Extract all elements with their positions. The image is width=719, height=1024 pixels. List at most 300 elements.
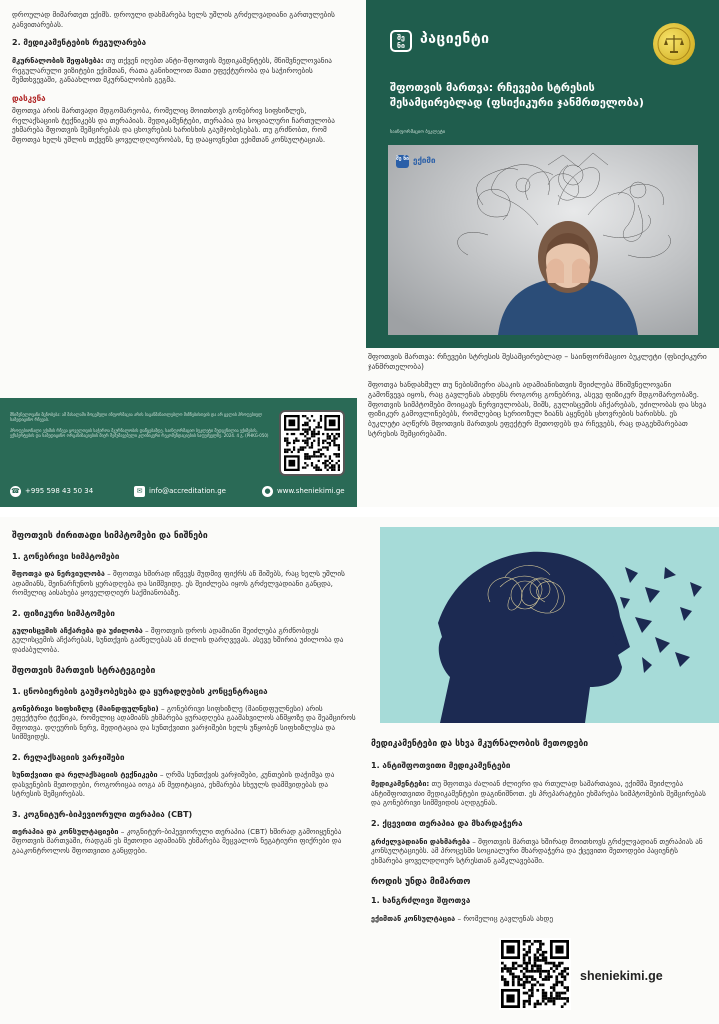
qr-module xyxy=(555,992,558,995)
qr-module xyxy=(550,1000,553,1003)
qr-module xyxy=(329,444,331,446)
qr-module xyxy=(531,994,534,997)
qr-module xyxy=(327,446,329,448)
qr-module xyxy=(539,975,542,978)
qr-module xyxy=(504,981,507,984)
qr-module xyxy=(512,984,515,987)
qr-module xyxy=(506,984,509,987)
accreditation-seal-icon xyxy=(653,23,695,65)
qr-module xyxy=(506,945,514,953)
qr-module xyxy=(547,997,550,1000)
qr-module xyxy=(315,451,317,453)
qr-module xyxy=(531,967,534,970)
qr-module xyxy=(512,975,515,978)
qr-module xyxy=(553,986,556,989)
qr-module xyxy=(318,467,320,469)
qr-module xyxy=(306,433,308,435)
qr-module xyxy=(536,948,539,951)
qr-module xyxy=(302,440,304,442)
qr-module xyxy=(558,964,561,967)
qr-module xyxy=(525,975,528,978)
qr-module xyxy=(547,962,550,965)
qr-module xyxy=(329,458,331,460)
qr-module xyxy=(539,967,542,970)
qr-module xyxy=(534,954,537,957)
qr-module xyxy=(311,431,313,433)
mindfulness-term: გონებრივი სიფხიზლე (მაინდფულნესი) xyxy=(12,703,159,713)
qr-module xyxy=(284,449,286,451)
heading-strategies: შფოთვის მართვის სტრატეგიები xyxy=(12,665,156,676)
qr-module xyxy=(331,464,333,466)
qr-module xyxy=(558,997,561,1000)
qr-module xyxy=(331,440,333,442)
qr-module xyxy=(306,458,308,460)
qr-module xyxy=(311,433,313,435)
qr-module xyxy=(553,984,556,987)
qr-module xyxy=(302,424,304,426)
qr-module xyxy=(536,959,539,962)
qr-code-icon xyxy=(284,415,340,471)
qr-module xyxy=(333,440,335,442)
qr-module xyxy=(329,442,331,444)
treatment-evaluation-term: მკურნალობის შეფასება: xyxy=(12,56,104,66)
qr-module xyxy=(297,440,299,442)
scales-icon xyxy=(653,23,695,65)
qr-module xyxy=(338,433,340,435)
qr-module xyxy=(528,948,531,951)
qr-module xyxy=(338,453,340,455)
qr-module xyxy=(536,956,539,959)
qr-module xyxy=(564,970,567,973)
qr-module xyxy=(561,975,564,978)
qr-module xyxy=(338,469,340,471)
heading-medications-methods: მედიკამენტები და სხვა მკურნალობის მეთოდები xyxy=(371,739,589,749)
heading-antianxiety: 1. ანტიშფოთვითი მედიკამენტები xyxy=(371,761,511,770)
qr-module xyxy=(320,453,322,455)
qr-module xyxy=(293,446,295,448)
qr-module xyxy=(320,419,322,421)
qr-module xyxy=(528,962,531,965)
heading-cbt: 3. კოგნიტურ-ბიჰევიორული თერაპია (CBT) xyxy=(12,809,193,819)
qr-module xyxy=(534,956,537,959)
qr-module xyxy=(542,959,545,962)
qr-module xyxy=(318,431,320,433)
qr-module xyxy=(329,435,331,437)
qr-module xyxy=(550,992,553,995)
qr-module xyxy=(302,446,304,448)
qr-module xyxy=(536,964,539,967)
qr-module xyxy=(523,959,526,962)
qr-module xyxy=(523,986,526,989)
brochure-page-inside xyxy=(0,517,719,1024)
qr-module xyxy=(501,970,504,973)
heading-mental-symptoms: 1. გონებრივი სიმპტომები xyxy=(12,552,120,561)
qr-module xyxy=(338,455,340,457)
qr-module xyxy=(558,962,561,965)
qr-module xyxy=(333,442,335,444)
qr-module xyxy=(523,981,526,984)
relaxation-term: სუნთქვითი და რელაქსაციის ტექნიკები xyxy=(12,769,158,779)
qr-module xyxy=(324,440,326,442)
consultation-paragraph xyxy=(371,914,711,924)
qr-module xyxy=(542,989,545,992)
qr-module xyxy=(322,442,324,444)
qr-module xyxy=(318,433,320,435)
qr-code-large[interactable] xyxy=(499,938,571,1010)
qr-module xyxy=(309,437,311,439)
qr-module xyxy=(284,440,286,442)
qr-module xyxy=(336,455,338,457)
qr-module xyxy=(322,453,324,455)
qr-module xyxy=(313,451,315,453)
qr-module xyxy=(295,437,297,439)
qr-module xyxy=(293,433,295,435)
mindfulness-paragraph xyxy=(12,704,357,742)
qr-module xyxy=(525,940,528,943)
qr-module xyxy=(295,440,297,442)
heartbeat-text: – შფოთვის დროს ადამიანი შეიძლება გრძნობდეს გულისცემის აჩქარებას, სუნთქვის გაძნელებას ან ძილის დარღვევას. ასევე ხშირია უძილობა და დაძაბულობა. xyxy=(12,625,344,654)
longterm-help-paragraph xyxy=(371,837,711,866)
qr-module xyxy=(304,440,306,442)
qr-module xyxy=(512,967,515,970)
qr-module xyxy=(531,992,534,995)
qr-module xyxy=(501,962,504,965)
qr-module xyxy=(515,967,518,970)
qr-module xyxy=(306,431,308,433)
qr-module xyxy=(320,455,322,457)
qr-module xyxy=(534,1003,537,1006)
qr-module xyxy=(553,997,556,1000)
qr-module xyxy=(327,460,329,462)
qr-module xyxy=(501,978,504,981)
qr-module xyxy=(531,978,534,981)
qr-module xyxy=(324,455,326,457)
cover-subtitle: საინფორმაციო ბუკლეტი xyxy=(390,130,446,135)
qr-module xyxy=(286,440,288,442)
qr-module xyxy=(523,975,526,978)
qr-module xyxy=(333,453,335,455)
qr-module xyxy=(555,994,558,997)
qr-module xyxy=(545,975,548,978)
qr-module xyxy=(512,962,515,965)
qr-module xyxy=(555,964,558,967)
qr-module xyxy=(304,467,306,469)
heading-physical-symptoms: 2. ფიზიკური სიმპტომები xyxy=(12,608,115,618)
qr-module xyxy=(311,455,313,457)
qr-module xyxy=(302,433,304,435)
qr-module xyxy=(534,970,537,973)
qr-module xyxy=(318,449,320,451)
qr-module xyxy=(561,992,564,995)
qr-module xyxy=(520,970,523,973)
disclaimer-line-1: მნიშვნელოვანი მცნობება: ამ მასალაში მოცემული ინფორმაცია არის საგანმანათლებლო მიზნებისთვის და არ ცვლის პროფესიულ სამედიცინო რჩევას. xyxy=(10,412,263,423)
mindfulness-text: – გონებრივი სიფხიზლე (მაინდფულნესი) არის ეფექტური ტექნიკა, რომელიც ადამიანს ეხმარება ყურადღება გაამახვილოს აწმყოზე და შეამციროს შფოთვა. დღეურის ნერვ, მედიტაცია და სუნთქვითი ვარჯიშები ხელს უწყობენ სიფხიზლესა და სიმშვიდეს. xyxy=(12,703,356,742)
qr-module xyxy=(550,962,553,965)
medications-text: თუ შფოთვა ძალიან ძლიერი და რთულად სამართავია, ექიმმა შეიძლება ანტიშფოთვითი მედიკამენტები დაგინიშნოთ. ეს პრეპარატები ეხმარება სიმპტომების შემცირებას და გონებრივი სიმშვიდის აღდგენას. xyxy=(371,779,706,808)
heartbeat-term: გულისცემის აჩქარება და უძილობა xyxy=(12,625,143,635)
qr-module xyxy=(293,449,295,451)
qr-module xyxy=(311,415,313,417)
qr-module xyxy=(534,1005,537,1008)
qr-module xyxy=(534,984,537,987)
qr-module xyxy=(297,449,299,451)
intro-paragraph: დროულად მიმართეთ ექიმს. დროული დახმარება ხელს უშლის გრძელვადიანი გართულების განვითარებას. xyxy=(12,10,335,29)
qr-module xyxy=(306,428,308,430)
qr-module xyxy=(566,989,569,992)
qr-module xyxy=(547,970,550,973)
qr-module xyxy=(338,464,340,466)
qr-module xyxy=(536,940,539,943)
qr-module xyxy=(558,994,561,997)
qr-module xyxy=(512,981,515,984)
qr-module xyxy=(333,467,335,469)
qr-module xyxy=(566,1000,569,1003)
qr-module xyxy=(534,940,537,943)
qr-module xyxy=(284,451,286,453)
qr-module xyxy=(318,469,320,471)
qr-module xyxy=(512,964,515,967)
cover-caption: შფოთვის მართვა: რჩევები სტრესის შესამცირებლად – საინფორმაციო ბუკლეტი (ფსიქიკური ჯანმრთელობა) xyxy=(368,352,707,371)
qr-module xyxy=(320,426,322,428)
qr-module xyxy=(545,956,548,959)
anxiety-term: შფოთვა და ნერვიულობა xyxy=(12,569,105,578)
qr-module xyxy=(561,973,564,976)
qr-module xyxy=(324,464,326,466)
qr-module xyxy=(506,994,514,1002)
front-cover xyxy=(366,0,719,348)
qr-module xyxy=(313,433,315,435)
qr-module xyxy=(523,1003,526,1006)
qr-module xyxy=(313,428,315,430)
qr-module xyxy=(555,967,558,970)
qr-module xyxy=(304,422,306,424)
qr-module xyxy=(306,442,308,444)
qr-module xyxy=(501,975,504,978)
qr-module xyxy=(329,467,331,469)
qr-module xyxy=(304,431,306,433)
qr-module xyxy=(315,469,317,471)
disclaimer xyxy=(10,412,272,439)
qr-module xyxy=(528,956,531,959)
qr-module xyxy=(558,973,561,976)
qr-module xyxy=(318,455,320,457)
relaxation-paragraph xyxy=(12,770,357,799)
qr-module xyxy=(525,1000,528,1003)
qr-module xyxy=(512,973,515,976)
cbt-text: – კოგნიტურ-ბიჰევიორული თერაპია (CBT) ხშირად გამოიყენება შფოთვის მართვაში, რადგან ეს მეთოდი ადამიანს ეხმარება შეცვალოს ნეგატიური ფიქრები და გააკონტროლოს შფოთვითი განცდები. xyxy=(12,826,342,855)
qr-module xyxy=(525,970,528,973)
qr-module xyxy=(318,460,320,462)
qr-module xyxy=(293,442,295,444)
qr-module xyxy=(311,464,313,466)
qr-module xyxy=(531,970,534,973)
qr-module xyxy=(311,462,313,464)
qr-module xyxy=(555,975,558,978)
qr-module xyxy=(550,986,553,989)
qr-module xyxy=(286,451,288,453)
phone-icon: ☎ xyxy=(11,486,20,495)
qr-module xyxy=(306,417,308,419)
relaxation-text: – ღრმა სუნთქვის ვარჯიშები, კუნთების დაჭიმვა და დასვენების მეთოდები, როგორიცაა იოგა ან მედიტაცია, ეხმარება სხეულს დამშვიდებას და სტრესის შემცირებას. xyxy=(12,769,335,799)
page2-right-column xyxy=(371,739,711,934)
qr-module xyxy=(313,435,315,437)
qr-module xyxy=(306,422,308,424)
qr-module xyxy=(525,962,528,965)
qr-module xyxy=(504,967,507,970)
qr-module xyxy=(528,997,531,1000)
qr-module xyxy=(320,415,322,417)
qr-module xyxy=(309,426,311,428)
qr-module xyxy=(534,978,537,981)
qr-module xyxy=(523,1005,526,1008)
qr-module xyxy=(300,446,302,448)
qr-module xyxy=(306,455,308,457)
qr-module xyxy=(531,989,534,992)
qr-module xyxy=(528,975,531,978)
qr-module xyxy=(539,954,542,957)
qr-module xyxy=(329,455,331,457)
qr-module xyxy=(327,433,329,435)
qr-module xyxy=(506,967,509,970)
head-silhouette-image xyxy=(380,527,719,723)
qr-module xyxy=(293,440,295,442)
qr-module xyxy=(313,467,315,469)
qr-module xyxy=(302,449,304,451)
qr-module xyxy=(523,948,526,951)
website-contact[interactable] xyxy=(262,484,345,498)
qr-module xyxy=(306,437,308,439)
qr-module xyxy=(311,435,313,437)
qr-module xyxy=(331,469,333,471)
qr-module xyxy=(539,943,542,946)
qr-module xyxy=(329,419,336,426)
qr-module xyxy=(525,954,528,957)
physical-symptoms-paragraph xyxy=(12,626,357,655)
qr-module xyxy=(536,967,539,970)
qr-module xyxy=(545,994,548,997)
qr-module xyxy=(555,978,558,981)
qr-module xyxy=(333,435,335,437)
qr-module xyxy=(520,978,523,981)
qr-module xyxy=(309,428,311,430)
qr-module xyxy=(545,997,548,1000)
qr-module xyxy=(309,458,311,460)
qr-module xyxy=(547,973,550,976)
qr-module xyxy=(327,449,329,451)
qr-code[interactable] xyxy=(279,410,345,476)
qr-module xyxy=(318,451,320,453)
qr-module xyxy=(331,467,333,469)
qr-module xyxy=(322,433,324,435)
qr-module xyxy=(300,433,302,435)
qr-module xyxy=(523,992,526,995)
qr-module xyxy=(528,1003,531,1006)
qr-module xyxy=(304,442,306,444)
qr-module xyxy=(528,981,531,984)
qr-module xyxy=(313,453,315,455)
qr-module xyxy=(566,967,569,970)
qr-module xyxy=(531,975,534,978)
qr-module xyxy=(506,970,509,973)
qr-module xyxy=(542,1000,545,1003)
page1-left-column xyxy=(12,10,347,153)
phone-number: +995 598 43 50 34 xyxy=(25,487,94,495)
qr-module xyxy=(539,984,542,987)
qr-module xyxy=(286,442,288,444)
qr-module xyxy=(304,455,306,457)
qr-module xyxy=(309,455,311,457)
cbt-term: თერაპია და კონსულტაციები xyxy=(12,826,119,836)
email-contact[interactable] xyxy=(134,484,226,498)
qr-module xyxy=(536,1003,539,1006)
qr-module xyxy=(561,1005,564,1008)
qr-module xyxy=(550,975,553,978)
heading-conclusion: დასკვნა xyxy=(12,93,46,103)
qr-module xyxy=(553,962,556,965)
qr-module xyxy=(338,460,340,462)
qr-module xyxy=(564,1003,567,1006)
qr-module xyxy=(561,970,564,973)
treatment-evaluation-paragraph xyxy=(12,56,347,85)
qr-module xyxy=(302,467,304,469)
qr-module xyxy=(520,964,523,967)
qr-module xyxy=(525,967,528,970)
phone-contact[interactable] xyxy=(10,484,93,498)
consultation-term: ექიმთან კონსულტაცია xyxy=(371,913,456,923)
qr-module xyxy=(531,964,534,967)
qr-module xyxy=(324,460,326,462)
qr-module xyxy=(555,945,563,953)
introduction-paragraph: შფოთვა ხანდახმულ თუ ნებისმიერი ასაკის ადამიანისთვის შეიძლება მნიშვნელოვანი გამოწვევა იყოს, რაც გავლენას ახდენს როგორც გონებრივ, ასევე ფიზიკურ მდგომარეობაზე. შფოთვის სიმპტომები მოიცავს ნერვიულობას, შიშს, გულისცემის აჩქარებას, უძილობას და სხვა ფიზიკურ გამოვლინებებს, რომლებიც სერიოზულ ზიანს აყენებს ცხოვრების ხარისხს. ეს ბუკლეტი აღწერს შფოთვის მართვის ეფექტურ მეთოდებს და რჩევებს, რაც დაგეხმარებათ სტრესის შემცირებაში. xyxy=(368,380,707,438)
qr-module xyxy=(517,978,520,981)
qr-module xyxy=(542,954,545,957)
qr-module xyxy=(547,975,550,978)
qr-module xyxy=(539,973,542,976)
heading-prolonged-anxiety: 1. ხანგრძლივი შფოთვა xyxy=(371,895,471,905)
qr-module xyxy=(336,433,338,435)
qr-module xyxy=(331,460,333,462)
qr-module xyxy=(542,970,545,973)
qr-module xyxy=(523,943,526,946)
qr-module xyxy=(525,964,528,967)
conclusion-paragraph: შფოთვა არის მართვადი მდგომარეობა, რომელიც მოითხოვს გონებრივ სიფხიზლეს, რელაქსაციის ტექნიკებს და თერაპიას. მედიკამენტები, თერაპია და სოციალური ჩართულობა ეხმარება შფოთვის შემცირებას და ცხოვრების ხარისხის გაუმჯობესებას. თუ გრძნობთ, რომ შფოთვა ხელს უშლის თქვენს ყოველდღიურობას, ნუ დააყოვნებთ ექიმთან კონსულტაციას. xyxy=(12,105,335,144)
qr-code-large-icon xyxy=(501,940,569,1008)
qr-module xyxy=(320,469,322,471)
website-overlay[interactable]: sheniekimi.ge xyxy=(580,969,663,983)
qr-module xyxy=(313,431,315,433)
qr-module xyxy=(547,978,550,981)
qr-module xyxy=(304,458,306,460)
qr-module xyxy=(517,975,520,978)
qr-module xyxy=(539,970,542,973)
qr-module xyxy=(336,453,338,455)
stressed-woman-image xyxy=(388,145,698,335)
cbt-paragraph xyxy=(12,827,357,856)
qr-module xyxy=(564,997,567,1000)
heading-relaxation: 2. რელაქსაციის ვარჯიშები xyxy=(12,752,125,762)
qr-module xyxy=(509,973,512,976)
qr-module xyxy=(286,449,288,451)
qr-module xyxy=(542,943,545,946)
qr-module xyxy=(320,449,322,451)
qr-module xyxy=(315,433,317,435)
qr-module xyxy=(534,959,537,962)
qr-module xyxy=(542,997,545,1000)
qr-module xyxy=(536,989,539,992)
qr-module xyxy=(545,978,548,981)
qr-module xyxy=(550,967,553,970)
website-url: www.sheniekimi.ge xyxy=(277,487,345,495)
